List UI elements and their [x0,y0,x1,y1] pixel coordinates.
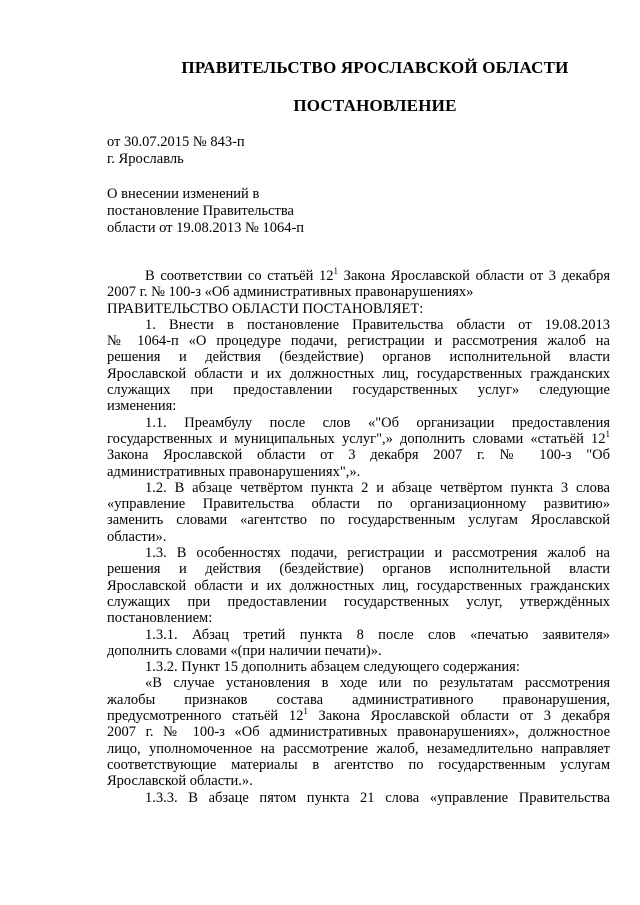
text-line: 1.1. Преамбулу после слов «"Об организации предоставления [145,414,610,431]
paragraph-item-1-3-1 [107,627,610,660]
text-line: решения и действия (бездействие) органов исполнительной власти [107,349,610,366]
text-line: административных правонарушениях",». [107,463,361,480]
text-line: соответствующие материалы в агентство по государственным услугам [107,756,610,773]
text-line: служащих при предоставлении государственных услуг» следующие [107,382,610,399]
text-line: 1.3.3. В абзаце пятом пункта 21 слова «управление Правительства [145,789,610,806]
paragraph-item-1-3 [107,545,610,626]
subject-line: постановление Правительства [107,203,294,219]
text-run: предусмотренного статьёй 12 [107,708,304,725]
text-line: постановлением: [107,610,213,627]
text-line: 1.3.2. Пункт 15 дополнить абзацем следующего содержания: [145,659,520,676]
text-line [107,431,610,447]
text-line: жалобы признаков состава административного правонарушения, [107,691,610,708]
paragraph-item-1-1 [107,415,610,480]
paragraph-resolves [107,301,610,317]
decree-subject [107,186,367,237]
text-line: Ярославской области и их должностных лиц, государственных гражданских [107,577,610,594]
superscript: 1 [303,706,308,717]
document-type-title: ПОСТАНОВЛЕНИЕ [293,96,457,115]
superscript: 1 [333,266,339,277]
decree-city: г. Ярославль [107,151,184,167]
text-line: 1.3. В особенностях подачи, регистрации и рассмотрения жалоб на [145,545,610,562]
text-line: «управление Правительства области по организационному развитию» [107,496,610,513]
paragraph-preamble [107,268,610,284]
paragraph-preamble-cont [107,284,610,300]
paragraph-item-1-2 [107,480,610,545]
text-line: № 1064-п «О процедуре подачи, регистрации и рассмотрения жалоб на [107,333,610,350]
text-line: дополнить словами «(при наличии печати)». [107,642,382,659]
paragraph-quote [107,675,610,789]
subject-line: области от 19.08.2013 № 1064-п [107,220,305,236]
government-title: ПРАВИТЕЛЬСТВО ЯРОСЛАВСКОЙ ОБЛАСТИ [181,58,569,77]
text-line: 1. Внести в постановление Правительства области от 19.08.2013 [145,316,610,333]
superscript: 1 [605,429,610,440]
paragraph-item-1-3-3 [107,790,610,806]
text-run: В соответствии со статьёй 12 [145,268,334,284]
text-line: 1.2. В абзаце четвёртом пункта 2 и абзаце четвёртом пункта 3 слова [145,479,610,496]
text-line: лицо, уполномоченное на рассмотрение жалоб, незамедлительно направляет [107,740,610,757]
text-line: решения и действия (бездействие) органов исполнительной власти [107,561,610,578]
text-line: ПРАВИТЕЛЬСТВО ОБЛАСТИ ПОСТАНОВЛЯЕТ: [107,300,424,317]
text-line [107,708,610,724]
text-run: государственных и муниципальных услуг",» дополнить словами «статьёй 12 [107,430,606,447]
paragraph-item-1 [107,317,610,415]
text-line: служащих при предоставлении государственных услуг, утверждённых [107,593,610,610]
text-line: 1.3.1. Абзац третий пункта 8 после слов «печатью заявителя» [145,626,610,643]
text-line: 2007 г. № 100-з «Об административных правонарушениях» [107,284,474,301]
subject-line: О внесении изменений в [107,186,260,202]
text-line: изменения: [107,398,177,415]
decree-date-number: от 30.07.2015 № 843-п [107,134,245,150]
decree-body [107,268,610,806]
text-line: Ярославской области.». [107,773,253,790]
text-run: Закона Ярославской области от 3 декабря [338,268,610,284]
text-line: 2007 г. № 100-з «Об административных правонарушениях», должностное [107,724,610,741]
text-line: Закона Ярославской области от 3 декабря 2007 г. № 100-з "Об [107,447,610,464]
text-run: Закона Ярославской области от 3 декабря [307,708,610,725]
text-line: области». [107,528,167,545]
text-line: заменить словами «агентство по государственным услугам Ярославской [107,512,610,529]
paragraph-item-1-3-2 [107,659,610,675]
text-line [107,268,610,284]
text-line: Ярославской области и их должностных лиц, государственных гражданских [107,365,610,382]
text-line: «В случае установления в ходе или по результатам рассмотрения [145,675,610,692]
